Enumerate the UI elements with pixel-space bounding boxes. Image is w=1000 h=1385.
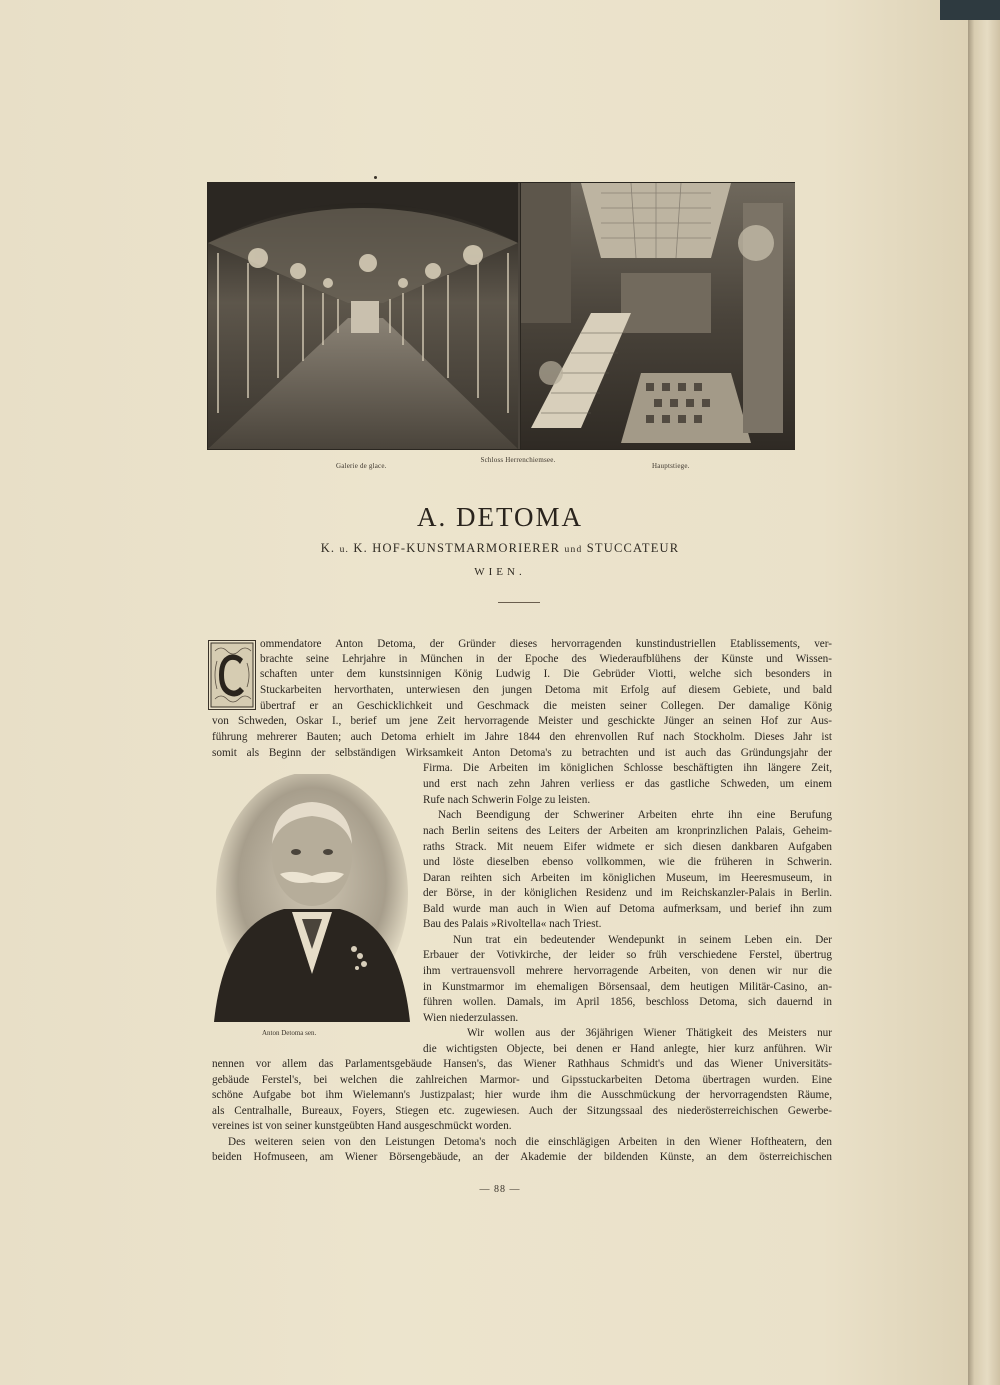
hauptstiege-photo xyxy=(520,183,795,449)
city-line: WIEN. xyxy=(474,566,526,578)
heading-rule xyxy=(498,602,540,603)
text-line: ommendatore Anton Detoma, der Gründer dieses hervorragenden kunstindustriellen Etablissements, ver- xyxy=(260,638,832,650)
text-line: Daran reihten sich Arbeiten im königlichen Museum, im Heeresmuseum, in xyxy=(423,872,832,884)
text-line: gebäude Ferstel's, bei welchen die zahlreichen Marmor- und Gipsstuckarbeiten Detoma übertragen wurden. Eine xyxy=(212,1074,832,1086)
text-line: vereines ist von seiner kunstgeübten Hand ausgeschmückt worden. xyxy=(212,1120,512,1132)
page-number: — 88 — xyxy=(479,1184,521,1195)
text-line: somit als Beginn der selbständigen Wirksamkeit Anton Detoma's zu betrachten und ist auch das Gründungsjahr der xyxy=(212,747,832,759)
text-line: Nach Beendigung der Schweriner Arbeiten ehrte ihn eine Berufung xyxy=(438,809,832,821)
text-line: nennen vor allem das Parlamentsgebäude Hansen's, das Wiener Rathhaus Schmidt's und das Wiener Universitäts- xyxy=(212,1058,832,1070)
text-line: beiden Hofmuseen, am Wiener Börsengebäude, an der Akademie der bildenden Künste, an dem österreichischen xyxy=(212,1151,832,1163)
portrait-anton-detoma xyxy=(214,774,410,1022)
caption-galerie: Galerie de glace. xyxy=(336,462,387,470)
portrait-caption: Anton Detoma sen. xyxy=(262,1029,317,1037)
text-line: raths Strack. Mit neuem Eifer widmete er sich diesen dankbaren Aufgaben xyxy=(423,841,832,853)
text-line: als Centralhalle, Bureaux, Foyers, Stiegen etc. zugewiesen. Auch der Sitzungssaal des niederösterreichischen Gewerbe- xyxy=(212,1105,832,1117)
text-line: die wichtigsten Objecte, bei denen er Hand anlegte, hier kurz anführen. Wir xyxy=(423,1043,832,1055)
text-line: führung mehrerer Bauten; auch Detoma erhielt im Jahre 1844 den ehrenvollen Ruf nach Stockholm. Dieses Jahr ist xyxy=(212,731,832,743)
print-speck xyxy=(374,176,377,179)
text-line: führen wollen. Damals, im April 1856, beschloss Detoma, sich dauernd in xyxy=(423,996,832,1008)
text-line: Stuckarbeiten hervorthaten, unterwiesen den jungen Detoma mit Erfolg auf diesem Gebiete, und bald xyxy=(260,684,832,696)
text-line: ihm vertrauensvoll mehrere hervorragende Arbeiten, von denen wir nur die xyxy=(423,965,832,977)
page-title: A. DETOMA xyxy=(417,502,583,532)
page-edge xyxy=(968,0,1000,1385)
text-line: Bald wurde man auch in Wien auf Detoma aufmerksam, und berief ihn zum xyxy=(423,903,832,915)
text-line: brachte seine Lehrjahre in München in der Epoche des Wiederaufblühens der Künste und Wissen- xyxy=(260,653,832,665)
text-line: Firma. Die Arbeiten im königlichen Schlosse beschäftigten ihn längere Zeit, xyxy=(423,762,832,774)
text-line: schaften unter dem kunstsinnigen König Ludwig I. Die Gebrüder Viotti, welche sich besonders in xyxy=(260,668,832,680)
text-line: und löste dieselben ebenso vollkommen, wie die früheren in Schwerin. xyxy=(423,856,832,868)
photo-plate xyxy=(207,182,795,450)
text-line: der Börse, in der königlichen Residenz und im Reichskanzler-Palais in Berlin. xyxy=(423,887,832,899)
text-line: Wien niederzulassen. xyxy=(423,1012,519,1024)
caption-hauptstiege: Hauptstiege. xyxy=(652,462,690,470)
galerie-de-glace-photo xyxy=(208,183,518,449)
text-line: von Schweden, Oskar I., berief um jene Zeit hervorragende Meister und geschickte Jünger an seinen Hof zur Aus- xyxy=(212,715,832,727)
text-line: in Kunstmarmor im ehemaligen Börsensaal, dem heutigen Militär-Casino, an- xyxy=(423,981,832,993)
text-line: und erst nach zehn Jahren verliess er das gastliche Schweden, um einem xyxy=(423,778,832,790)
text-line: nach Berlin seitens des Leiters der Arbeiten am kronprinzlichen Palais, Geheim- xyxy=(423,825,832,837)
text-line: schöne Aufgabe bot ihm Wielemann's Justizpalast; hier wurde ihm die Ausschmückung der hervorragendsten Räume, xyxy=(212,1089,832,1101)
text-line: Erbauer der Votivkirche, der leider so früh verschiedene Ferstel, übertrug xyxy=(423,949,832,961)
text-line: Nun trat ein bedeutender Wendepunkt in seinem Leben ein. Der xyxy=(453,934,832,946)
text-line: Wir wollen aus der 36jährigen Wiener Thätigkeit des Meisters nur xyxy=(467,1027,832,1039)
text-line: übertraf er an Geschicklichkeit und Geschmack die meisten seiner Collegen. Der damalige König xyxy=(260,700,832,712)
drop-cap-c xyxy=(208,640,256,710)
text-line: Des weiteren seien von den Leistungen Detoma's noch die einschlägigen Arbeiten in den Wiener Hoftheatern, den xyxy=(228,1136,832,1148)
binding-corner xyxy=(940,0,1000,20)
text-line: Rufe nach Schwerin Folge zu leisten. xyxy=(423,794,591,806)
text-line: Bau des Palais »Rivoltella« nach Triest. xyxy=(423,918,602,930)
caption-schloss: Schloss Herrenchiemsee. xyxy=(480,456,556,464)
page-subtitle: K. u. K. HOF-KUNSTMARMORIERER und STUCCATEUR xyxy=(320,541,680,555)
